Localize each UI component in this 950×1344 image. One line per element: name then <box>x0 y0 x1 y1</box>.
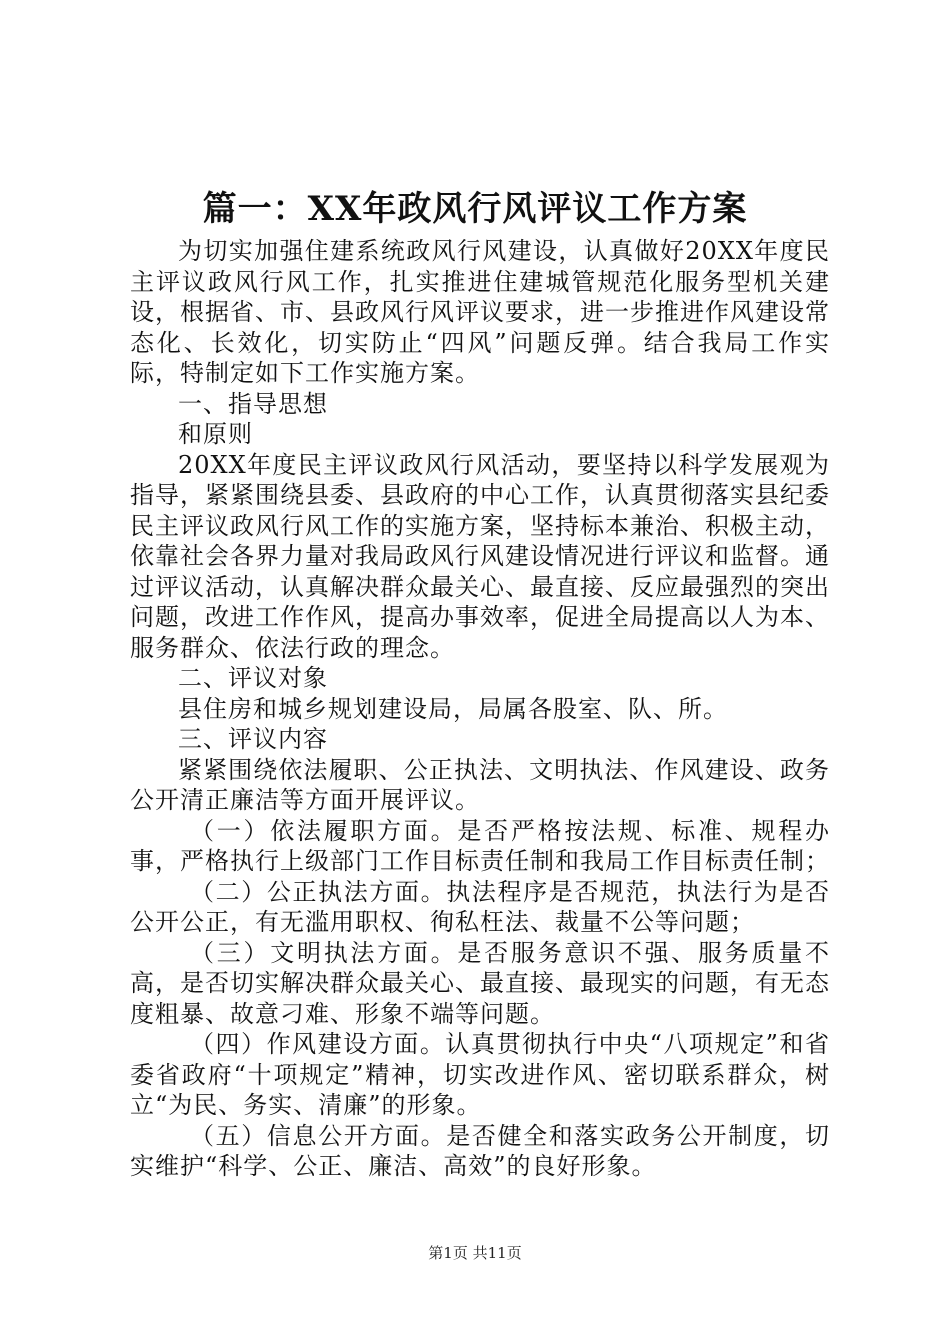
list-item-1: （一）依法履职方面。是否严格按法规、标准、规程办事，严格执行上级部门工作目标责任制和我局工作目标责任制； <box>130 816 830 875</box>
content-paragraph: 紧紧围绕依法履职、公正执法、文明执法、作风建设、政务公开清正廉洁等方面开展评议。 <box>130 755 830 814</box>
guiding-paragraph: 20XX年度民主评议政风行风活动，要坚持以科学发展观为指导，紧紧围绕县委、县政府的中心工作，认真贯彻落实县纪委民主评议政风行风工作的实施方案，坚持标本兼治、积极主动，依靠社会各界力量对我局政风行风建设情况进行评议和监督。通过评议活动，认真解决群众最关心、最直接、反应最强烈的突出问题，改进工作作风，提高办事效率，促进全局提高以人为本、服务群众、依法行政的理念。 <box>130 450 830 662</box>
section-heading-3: 三、评议内容 <box>178 725 328 753</box>
document-title: 篇一：XX年政风行风评议工作方案 <box>202 189 748 229</box>
list-item-5: （五）信息公开方面。是否健全和落实政务公开制度，切实维护“科学、公正、廉洁、高效”的良好形象。 <box>130 1121 830 1180</box>
list-item-2: （二）公正执法方面。执法程序是否规范，执法行为是否公开公正，有无滥用职权、徇私枉法、裁量不公等问题； <box>130 877 830 936</box>
section-heading-2: 二、评议对象 <box>178 664 328 692</box>
intro-paragraph: 为切实加强住建系统政风行风建设，认真做好20XX年度民主评议政风行风工作，扎实推进住建城管规范化服务型机关建设，根据省、市、县政风行风评议要求，进一步推进作风建设常态化、长效化，切实防止“四风”问题反弹。结合我局工作实际，特制定如下工作实施方案。 <box>130 237 830 387</box>
document-body <box>130 236 830 1182</box>
target-paragraph: 县住房和城乡规划建设局，局属各股室、队、所。 <box>178 694 728 723</box>
section-heading-1: 一、指导思想 <box>178 389 328 418</box>
section-heading-1-continued: 和原则 <box>178 420 253 448</box>
page-number-footer: 第1页 共11页 <box>428 1244 522 1262</box>
list-item-4: （四）作风建设方面。认真贯彻执行中央“八项规定”和省委省政府“十项规定”精神，切实改进作风、密切联系群众，树立“为民、务实、清廉”的形象。 <box>130 1030 830 1119</box>
list-item-3: （三）文明执法方面。是否服务意识不强、服务质量不高，是否切实解决群众最关心、最直接、最现实的问题，有无态度粗暴、故意刁难、形象不端等问题。 <box>130 938 830 1028</box>
